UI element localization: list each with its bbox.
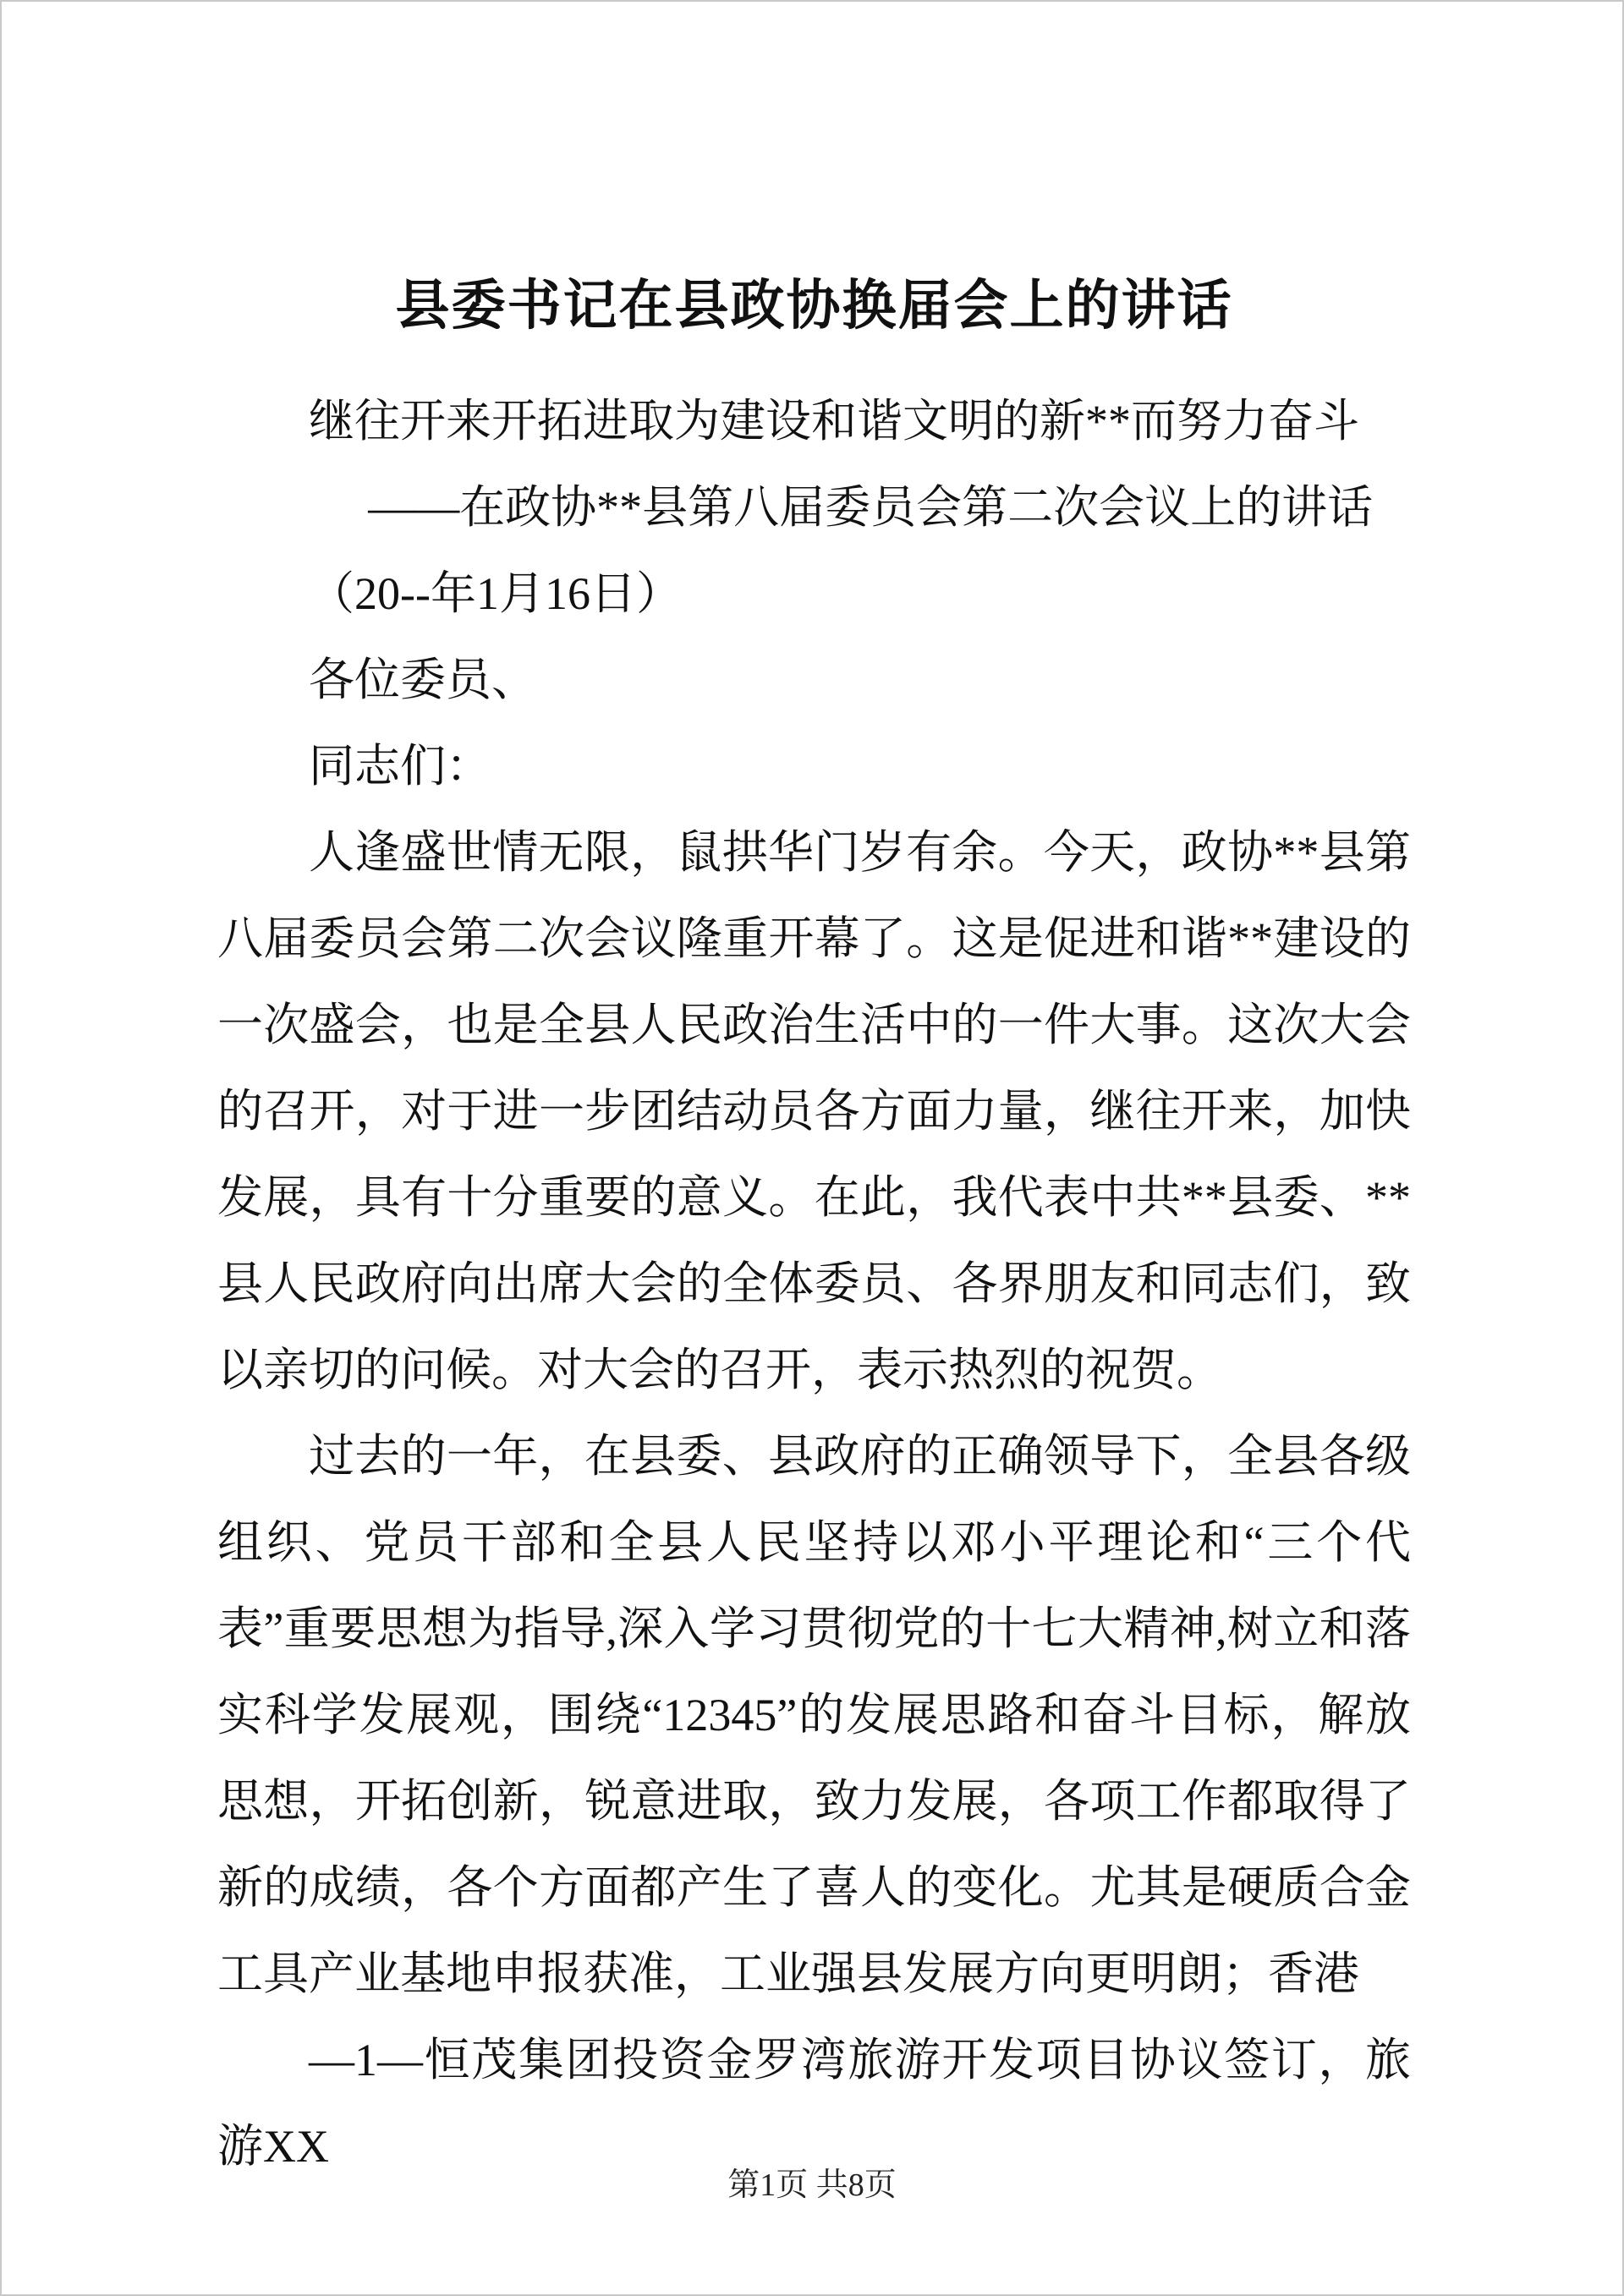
subtitle-occasion-line: ——在政协**县第八届委员会第二次会议上的讲话 (368, 482, 1374, 533)
body-paragraph-3: —1—恒茂集团投资金罗湾旅游开发项目协议签订，旅游XX (217, 2035, 1411, 2172)
subtitle-motto-line: 继往开来开拓进取为建设和谐文明的新**而努力奋斗 (309, 396, 1359, 447)
page-title: 县委书记在县政协换届会上的讲话 (395, 276, 1233, 336)
salutation-line-1: 各位委员、 (309, 655, 537, 705)
body-paragraph-1: 人逢盛世情无限，鼠拱华门岁有余。今天，政协**县第八届委员会第二次会议隆重开幕了。这是促进和谐**建设的一次盛会，也是全县人民政治生活中的一件大事。这次大会的召开，对于进一步团结动员各方面力量，继往开来，加快发展，具有十分重要的意义。在此，我代表中共**县委、**县人民政府向出席大会的全体委员、各界朋友和同志们，致以亲切的问候。对大会的召开，表示热烈的祝贺。 (217, 827, 1411, 1395)
date-line: （20--年1月16日） (309, 568, 682, 619)
body-paragraph-2: 过去的一年，在县委、县政府的正确领导下，全县各级组织、党员干部和全县人民坚持以邓小平理论和“三个代表”重要思想为指导,深入学习贯彻党的十七大精神,树立和落实科学发展观，围绕“12345”的发展思路和奋斗目标，解放思想，开拓创新，锐意进取，致力发展，各项工作都取得了新的成绩，各个方面都产生了喜人的变化。尤其是硬质合金工具产业基地申报获准，工业强县发展方向更明朗；香港 (217, 1431, 1411, 1999)
salutation-line-2: 同志们： (309, 741, 491, 792)
page-footer: 第1页 共8页 (727, 2167, 897, 2203)
